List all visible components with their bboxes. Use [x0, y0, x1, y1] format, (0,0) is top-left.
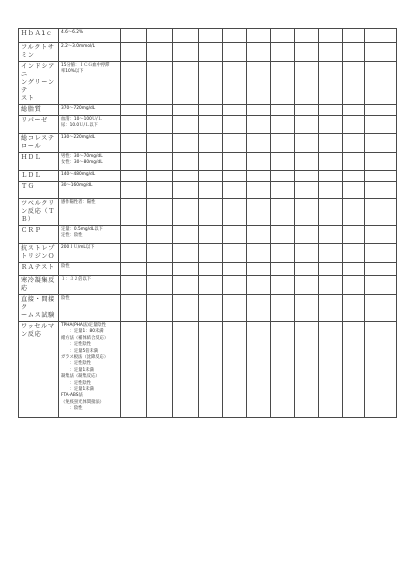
result-entry-cell [199, 263, 223, 276]
result-entry-cell [121, 153, 147, 171]
reference-range-text: ：定性陰性 [61, 361, 92, 367]
result-entry-cell [295, 322, 319, 418]
reference-range-cell [59, 244, 121, 263]
test-name-cell [19, 295, 59, 322]
result-entry-cell [365, 171, 397, 182]
table-row [19, 62, 397, 105]
reference-range-text: 定性：陰性 [61, 233, 83, 239]
result-entry-cell [295, 244, 319, 263]
table-row [19, 276, 397, 295]
result-entry-cell [247, 116, 271, 134]
result-entry-cell [295, 263, 319, 276]
result-entry-cell [319, 116, 343, 134]
result-entry-cell [147, 226, 173, 244]
result-entry-cell [271, 295, 295, 322]
table-row [19, 182, 397, 199]
reference-range-cell [59, 322, 121, 418]
reference-range-text: １：３２倍以下 [61, 277, 92, 282]
result-entry-cell [247, 29, 271, 43]
table-row [19, 226, 397, 244]
result-entry-cell [173, 276, 199, 295]
result-entry-cell [271, 226, 295, 244]
result-entry-cell [271, 322, 295, 418]
table-row [19, 322, 397, 418]
result-entry-cell [343, 116, 365, 134]
result-entry-cell [343, 29, 365, 43]
result-entry-cell [199, 105, 223, 116]
result-entry-cell [121, 263, 147, 276]
test-name-cell [19, 322, 59, 418]
result-entry-cell [319, 171, 343, 182]
result-entry-cell [343, 171, 365, 182]
result-entry-cell [343, 182, 365, 199]
result-entry-cell [319, 199, 343, 226]
result-entry-cell [295, 171, 319, 182]
reference-range-text: 男性：30〜70mg/dL [61, 154, 103, 159]
reference-range-cell [59, 105, 121, 116]
result-entry-cell [147, 116, 173, 134]
reference-range-text: 率10%以下 [61, 69, 84, 75]
result-entry-cell [223, 29, 247, 43]
result-entry-cell [295, 199, 319, 226]
reference-range-text: 200ＩＵ/mL以下 [61, 245, 95, 250]
result-entry-cell [247, 171, 271, 182]
result-entry-cell [247, 263, 271, 276]
reference-range-text: ：定量1：80未満 [61, 329, 104, 335]
result-entry-cell [223, 43, 247, 62]
reference-range-text: 凝集法（凝集反応） [61, 374, 100, 380]
result-entry-cell [199, 182, 223, 199]
result-entry-cell [121, 276, 147, 295]
test-name-text: ＴＧ [21, 183, 35, 190]
reference-range-text: ：定量5倍未満 [61, 348, 99, 354]
result-entry-cell [319, 276, 343, 295]
test-name-cell [19, 276, 59, 295]
table-row [19, 295, 397, 322]
test-name-text: ＨＤＬ [21, 154, 42, 161]
result-entry-cell [199, 226, 223, 244]
result-entry-cell [365, 105, 397, 116]
result-entry-cell [271, 182, 295, 199]
result-entry-cell [173, 199, 199, 226]
result-entry-cell [247, 276, 271, 295]
result-entry-cell [223, 62, 247, 105]
result-entry-cell [247, 199, 271, 226]
result-entry-cell [365, 182, 397, 199]
result-entry-cell [247, 105, 271, 116]
result-entry-cell [173, 226, 199, 244]
result-entry-cell [121, 295, 147, 322]
test-name-cell [19, 62, 59, 105]
result-entry-cell [121, 105, 147, 116]
test-name-text: ＲＡテスト [21, 264, 55, 271]
test-name-cell [19, 226, 59, 244]
result-entry-cell [319, 43, 343, 62]
result-entry-cell [173, 29, 199, 43]
result-entry-cell [121, 134, 147, 153]
reference-range-text: FTA-ABS法 [61, 393, 83, 399]
reference-range-cell [59, 263, 121, 276]
result-entry-cell [295, 29, 319, 43]
result-entry-cell [319, 182, 343, 199]
result-entry-cell [173, 153, 199, 171]
result-entry-cell [247, 244, 271, 263]
table-row [19, 263, 397, 276]
result-entry-cell [295, 43, 319, 62]
table-row [19, 116, 397, 134]
result-entry-cell [121, 171, 147, 182]
result-entry-cell [319, 322, 343, 418]
result-entry-cell [173, 116, 199, 134]
reference-range-cell [59, 153, 121, 171]
reference-range-cell [59, 134, 121, 153]
result-entry-cell [147, 276, 173, 295]
test-name-text: インドシアニ [21, 63, 55, 78]
reference-range-text: 定量：0.5mg/dL以下 [61, 227, 103, 232]
result-entry-cell [365, 276, 397, 295]
result-entry-cell [343, 295, 365, 322]
reference-range-text: 370〜720mg/dL [61, 106, 96, 111]
test-name-text: トリジンＯ [21, 253, 55, 260]
result-entry-cell [223, 105, 247, 116]
result-entry-cell [343, 244, 365, 263]
result-entry-cell [365, 29, 397, 43]
test-name-text: ツベルクリ [21, 200, 55, 207]
reference-range-text: ：定量1未満 [61, 387, 94, 393]
result-entry-cell [173, 62, 199, 105]
result-entry-cell [223, 244, 247, 263]
result-entry-cell [223, 226, 247, 244]
table-row [19, 134, 397, 153]
test-name-text: ＣＲＰ [21, 227, 42, 234]
result-entry-cell [271, 244, 295, 263]
reference-range-cell [59, 62, 121, 105]
reference-range-text: 女性：30〜80mg/dL [61, 160, 103, 166]
reference-range-cell [59, 276, 121, 295]
result-entry-cell [247, 134, 271, 153]
reference-range-cell [59, 43, 121, 62]
result-entry-cell [295, 116, 319, 134]
test-name-text: ロール [21, 143, 42, 150]
table-row [19, 105, 397, 116]
result-entry-cell [147, 199, 173, 226]
result-entry-cell [121, 43, 147, 62]
reference-range-text: 4.6〜6.2% [61, 30, 84, 35]
result-entry-cell [121, 29, 147, 43]
reference-range-text: 尿：10.0Ｕ/Ｌ以下 [61, 123, 98, 129]
result-entry-cell [319, 244, 343, 263]
lab-reference-table [18, 28, 397, 418]
table-row [19, 171, 397, 182]
reference-range-text: 30〜160mg/dL [61, 183, 93, 188]
result-entry-cell [147, 322, 173, 418]
table-row [19, 244, 397, 263]
result-entry-cell [271, 43, 295, 62]
result-entry-cell [173, 322, 199, 418]
result-entry-cell [147, 105, 173, 116]
reference-range-cell [59, 182, 121, 199]
test-name-cell [19, 134, 59, 153]
test-name-text: フルクトサ [21, 44, 55, 51]
table-body [19, 29, 397, 418]
result-entry-cell [147, 263, 173, 276]
result-entry-cell [365, 116, 397, 134]
result-entry-cell [199, 295, 223, 322]
table-row [19, 199, 397, 226]
result-entry-cell [223, 153, 247, 171]
result-entry-cell [121, 226, 147, 244]
reference-range-cell [59, 199, 121, 226]
result-entry-cell [147, 29, 173, 43]
result-entry-cell [365, 199, 397, 226]
result-entry-cell [365, 226, 397, 244]
result-entry-cell [199, 153, 223, 171]
result-entry-cell [343, 263, 365, 276]
test-name-text: ングリーンテ [21, 79, 55, 94]
test-name-text: ームス試験 [21, 312, 55, 319]
result-entry-cell [199, 244, 223, 263]
test-name-text: ン反応（ＴＢ） [21, 208, 55, 223]
result-entry-cell [199, 116, 223, 134]
result-entry-cell [223, 182, 247, 199]
result-entry-cell [365, 153, 397, 171]
test-name-text: ン反応 [21, 331, 42, 338]
result-entry-cell [247, 295, 271, 322]
test-name-cell [19, 171, 59, 182]
result-entry-cell [121, 244, 147, 263]
test-name-text: 総コレステ [21, 135, 55, 142]
result-entry-cell [223, 116, 247, 134]
result-entry-cell [173, 182, 199, 199]
reference-range-text: 陰性 [61, 264, 70, 269]
result-entry-cell [295, 182, 319, 199]
reference-range-cell [59, 171, 121, 182]
result-entry-cell [147, 244, 173, 263]
result-entry-cell [199, 199, 223, 226]
test-name-cell [19, 116, 59, 134]
result-entry-cell [319, 263, 343, 276]
reference-range-text: ：定量1未満 [61, 367, 94, 373]
result-entry-cell [121, 199, 147, 226]
result-entry-cell [247, 226, 271, 244]
result-entry-cell [173, 134, 199, 153]
reference-range-text: TPHA(PHA法)定量陰性 [61, 323, 106, 328]
result-entry-cell [199, 29, 223, 43]
reference-range-cell [59, 226, 121, 244]
result-entry-cell [223, 322, 247, 418]
result-entry-cell [343, 322, 365, 418]
table-row [19, 43, 397, 62]
result-entry-cell [147, 182, 173, 199]
result-entry-cell [295, 62, 319, 105]
test-name-text: ワッセルマ [21, 323, 55, 330]
test-name-cell [19, 43, 59, 62]
result-entry-cell [247, 62, 271, 105]
result-entry-cell [319, 226, 343, 244]
test-name-text: ＬＤＬ [21, 172, 42, 179]
test-name-text: 寒冷凝集反 [21, 277, 55, 284]
result-entry-cell [365, 295, 397, 322]
test-name-text: 直接・間接ク [21, 296, 55, 311]
test-name-text: スト [21, 95, 35, 102]
reference-range-text: 血清：10〜100Ｕ/Ｌ [61, 117, 102, 122]
result-entry-cell [343, 134, 365, 153]
result-entry-cell [319, 153, 343, 171]
result-entry-cell [319, 134, 343, 153]
result-entry-cell [147, 153, 173, 171]
reference-range-text: 感作陽性者：陽性 [61, 200, 96, 205]
result-entry-cell [271, 29, 295, 43]
result-entry-cell [199, 62, 223, 105]
result-entry-cell [365, 263, 397, 276]
table-row [19, 153, 397, 171]
result-entry-cell [121, 116, 147, 134]
result-entry-cell [199, 276, 223, 295]
result-entry-cell [223, 295, 247, 322]
result-entry-cell [199, 43, 223, 62]
result-entry-cell [271, 62, 295, 105]
result-entry-cell [271, 116, 295, 134]
test-name-text: 抗ストレプ [21, 245, 55, 252]
test-name-cell [19, 105, 59, 116]
test-name-cell [19, 263, 59, 276]
test-name-cell [19, 244, 59, 263]
result-entry-cell [173, 244, 199, 263]
test-name-text: リパーゼ [21, 117, 48, 124]
result-entry-cell [223, 134, 247, 153]
result-entry-cell [173, 295, 199, 322]
result-entry-cell [365, 322, 397, 418]
result-entry-cell [199, 171, 223, 182]
result-entry-cell [343, 43, 365, 62]
result-entry-cell [365, 43, 397, 62]
result-entry-cell [343, 153, 365, 171]
reference-range-cell [59, 295, 121, 322]
test-name-cell [19, 182, 59, 199]
table-row [19, 29, 397, 43]
reference-range-text: ：陰性 [61, 406, 83, 412]
result-entry-cell [199, 322, 223, 418]
result-entry-cell [295, 295, 319, 322]
result-entry-cell [295, 153, 319, 171]
result-entry-cell [319, 62, 343, 105]
result-entry-cell [247, 322, 271, 418]
result-entry-cell [271, 105, 295, 116]
result-entry-cell [173, 43, 199, 62]
test-name-cell [19, 199, 59, 226]
result-entry-cell [247, 153, 271, 171]
result-entry-cell [199, 134, 223, 153]
result-entry-cell [271, 263, 295, 276]
test-name-text: ＨｂＡ1ｃ [21, 30, 53, 37]
result-entry-cell [271, 171, 295, 182]
result-entry-cell [147, 43, 173, 62]
result-entry-cell [121, 182, 147, 199]
test-name-cell [19, 153, 59, 171]
result-entry-cell [295, 276, 319, 295]
result-entry-cell [147, 134, 173, 153]
result-entry-cell [271, 199, 295, 226]
test-name-text: 総脂質 [21, 106, 42, 113]
reference-range-text: 15分値：ＩＣＧ血中停滞 [61, 63, 110, 68]
result-entry-cell [247, 182, 271, 199]
result-entry-cell [295, 105, 319, 116]
result-entry-cell [343, 276, 365, 295]
result-entry-cell [147, 295, 173, 322]
test-name-cell [19, 29, 59, 43]
reference-range-text: ガラス板法（沈降反応） [61, 355, 109, 361]
test-name-text: ミン [21, 52, 35, 59]
result-entry-cell [271, 153, 295, 171]
reference-range-cell [59, 29, 121, 43]
result-entry-cell [223, 263, 247, 276]
result-entry-cell [173, 105, 199, 116]
result-entry-cell [121, 62, 147, 105]
reference-range-text: 2.2〜3.0mmol/L [61, 44, 95, 49]
result-entry-cell [147, 62, 173, 105]
result-entry-cell [223, 276, 247, 295]
result-entry-cell [271, 276, 295, 295]
result-entry-cell [295, 226, 319, 244]
reference-range-text: 130〜220mg/dL [61, 135, 96, 140]
result-entry-cell [319, 295, 343, 322]
result-entry-cell [147, 171, 173, 182]
result-entry-cell [343, 62, 365, 105]
result-entry-cell [343, 199, 365, 226]
reference-range-text: ：定性陰性 [61, 342, 92, 348]
result-entry-cell [365, 134, 397, 153]
result-entry-cell [343, 226, 365, 244]
reference-range-text: 陰性 [61, 296, 70, 301]
reference-range-text: （免疫蛍光体間接法） [61, 399, 104, 405]
result-entry-cell [121, 322, 147, 418]
result-entry-cell [247, 43, 271, 62]
reference-range-text: 140〜480mg/dL [61, 172, 96, 177]
result-entry-cell [295, 134, 319, 153]
result-entry-cell [271, 134, 295, 153]
test-name-text: 応 [21, 285, 28, 292]
reference-range-text: 緒方法（補体結合反応） [61, 335, 109, 341]
reference-range-cell [59, 116, 121, 134]
result-entry-cell [223, 171, 247, 182]
result-entry-cell [343, 105, 365, 116]
result-entry-cell [223, 199, 247, 226]
reference-range-text: ：定性陰性 [61, 380, 92, 386]
result-entry-cell [365, 62, 397, 105]
result-entry-cell [173, 171, 199, 182]
result-entry-cell [365, 244, 397, 263]
result-entry-cell [319, 105, 343, 116]
result-entry-cell [173, 263, 199, 276]
result-entry-cell [319, 29, 343, 43]
